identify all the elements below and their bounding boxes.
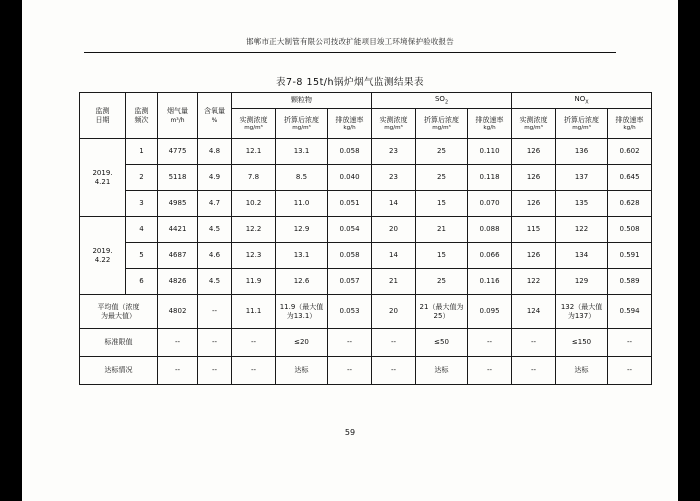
table-header-group-row: [80, 93, 652, 109]
cell-pm-measured: 12.2: [232, 217, 276, 243]
document-page: [22, 0, 678, 501]
cell-oxygen: --: [198, 329, 232, 357]
cell-flow: --: [158, 357, 198, 385]
cell-so2-converted: ≤50: [416, 329, 468, 357]
cell-nox-rate: 0.645: [608, 165, 652, 191]
table-row: [80, 165, 652, 191]
header-nox-rate: 排放速率 kg/h: [608, 109, 652, 139]
cell-average-label: 平均值（浓度 为最大值）: [80, 295, 158, 329]
cell-so2-converted: 15: [416, 243, 468, 269]
cell-pm-measured: 12.1: [232, 139, 276, 165]
cell-nox-measured: 124: [512, 295, 556, 329]
page-number: 59: [344, 428, 356, 437]
cell-so2-converted: 25: [416, 165, 468, 191]
cell-pm-measured: 11.1: [232, 295, 276, 329]
cell-nox-measured: 122: [512, 269, 556, 295]
cell-flow: 4826: [158, 269, 198, 295]
header-nox-measured: 实测浓度 mg/m³: [512, 109, 556, 139]
cell-nox-converted: 129: [556, 269, 608, 295]
table-row: [80, 243, 652, 269]
cell-pm-rate: 0.058: [328, 139, 372, 165]
cell-frequency: 1: [126, 139, 158, 165]
cell-pm-rate: 0.058: [328, 243, 372, 269]
cell-so2-rate: 0.088: [468, 217, 512, 243]
cell-nox-converted: 134: [556, 243, 608, 269]
cell-pm-rate: --: [328, 329, 372, 357]
table-row: [80, 139, 652, 165]
page-header: 邯郸市正大制管有限公司技改扩能项目竣工环境保护验收报告: [246, 37, 454, 46]
cell-so2-measured: --: [372, 357, 416, 385]
cell-pm-converted: 12.6: [276, 269, 328, 295]
cell-so2-rate: 0.066: [468, 243, 512, 269]
cell-pm-measured: --: [232, 357, 276, 385]
cell-so2-rate: 0.116: [468, 269, 512, 295]
table-row-average: [80, 295, 652, 329]
header-nox-converted: 折算后浓度 mg/m³: [556, 109, 608, 139]
cell-date: 2019. 4.21: [80, 139, 126, 217]
cell-so2-measured: --: [372, 329, 416, 357]
table-row: [80, 217, 652, 243]
cell-pm-measured: 12.3: [232, 243, 276, 269]
cell-flow: 4802: [158, 295, 198, 329]
header-flow: 烟气量 m³/h: [158, 93, 198, 139]
cell-so2-converted: 25: [416, 139, 468, 165]
table-row: [80, 269, 652, 295]
cell-so2-measured: 14: [372, 243, 416, 269]
cell-pm-rate: 0.057: [328, 269, 372, 295]
cell-pm-rate: 0.053: [328, 295, 372, 329]
cell-so2-measured: 23: [372, 139, 416, 165]
cell-nox-converted: 137: [556, 165, 608, 191]
cell-pm-converted: 11.0: [276, 191, 328, 217]
cell-flow: 4687: [158, 243, 198, 269]
cell-pm-rate: 0.051: [328, 191, 372, 217]
cell-pm-converted: 13.1: [276, 139, 328, 165]
cell-so2-converted: 21: [416, 217, 468, 243]
header-pm-measured: 实测浓度 mg/m³: [232, 109, 276, 139]
cell-oxygen: 4.5: [198, 269, 232, 295]
cell-flow: 4421: [158, 217, 198, 243]
cell-nox-rate: 0.602: [608, 139, 652, 165]
cell-nox-converted: 136: [556, 139, 608, 165]
header-so2-measured: 实测浓度 mg/m³: [372, 109, 416, 139]
cell-nox-converted: ≤150: [556, 329, 608, 357]
cell-frequency: 4: [126, 217, 158, 243]
cell-pm-converted: 8.5: [276, 165, 328, 191]
table-row: [80, 191, 652, 217]
cell-so2-rate: 0.118: [468, 165, 512, 191]
table-title: 表7-8 15t/h锅炉烟气监测结果表: [275, 77, 425, 88]
cell-flow: 4985: [158, 191, 198, 217]
cell-pm-converted: 13.1: [276, 243, 328, 269]
cell-nox-measured: --: [512, 329, 556, 357]
cell-pm-rate: 0.054: [328, 217, 372, 243]
cell-oxygen: 4.7: [198, 191, 232, 217]
header-divider: [84, 52, 616, 53]
table-row-standard: [80, 329, 652, 357]
cell-nox-measured: 126: [512, 243, 556, 269]
header-pm-converted: 折算后浓度 mg/m³: [276, 109, 328, 139]
cell-so2-rate: 0.095: [468, 295, 512, 329]
cell-pm-converted: 11.9（最大值 为13.1）: [276, 295, 328, 329]
table-row-compliance: [80, 357, 652, 385]
cell-oxygen: 4.9: [198, 165, 232, 191]
cell-nox-measured: --: [512, 357, 556, 385]
header-oxygen: 含氧量 %: [198, 93, 232, 139]
cell-nox-rate: 0.591: [608, 243, 652, 269]
cell-nox-rate: --: [608, 329, 652, 357]
cell-so2-rate: 0.070: [468, 191, 512, 217]
cell-nox-rate: 0.594: [608, 295, 652, 329]
cell-pm-rate: 0.040: [328, 165, 372, 191]
cell-flow: 5118: [158, 165, 198, 191]
cell-so2-measured: 21: [372, 269, 416, 295]
cell-so2-converted: 达标: [416, 357, 468, 385]
cell-nox-measured: 126: [512, 191, 556, 217]
cell-so2-measured: 14: [372, 191, 416, 217]
cell-pm-measured: --: [232, 329, 276, 357]
cell-so2-rate: --: [468, 329, 512, 357]
cell-pm-measured: 11.9: [232, 269, 276, 295]
cell-nox-converted: 135: [556, 191, 608, 217]
cell-pm-converted: ≤20: [276, 329, 328, 357]
cell-frequency: 6: [126, 269, 158, 295]
cell-compliance-label: 达标情况: [80, 357, 158, 385]
cell-nox-measured: 126: [512, 139, 556, 165]
cell-so2-converted: 25: [416, 269, 468, 295]
cell-standard-label: 标准限值: [80, 329, 158, 357]
header-date: 监测 日期: [80, 93, 126, 139]
header-nox: $NO_X$: [512, 93, 652, 109]
cell-flow: --: [158, 329, 198, 357]
cell-nox-converted: 122: [556, 217, 608, 243]
cell-pm-rate: --: [328, 357, 372, 385]
cell-pm-converted: 12.9: [276, 217, 328, 243]
cell-frequency: 2: [126, 165, 158, 191]
cell-nox-rate: 0.628: [608, 191, 652, 217]
cell-flow: 4775: [158, 139, 198, 165]
cell-so2-measured: 20: [372, 217, 416, 243]
cell-nox-measured: 126: [512, 165, 556, 191]
cell-oxygen: --: [198, 295, 232, 329]
monitoring-results-table: [79, 92, 652, 385]
header-so2: $SO_2$: [372, 93, 512, 109]
cell-pm-converted: 达标: [276, 357, 328, 385]
cell-oxygen: 4.8: [198, 139, 232, 165]
header-pm-rate: 排放速率 kg/h: [328, 109, 372, 139]
cell-pm-measured: 10.2: [232, 191, 276, 217]
header-so2-rate: 排放速率 kg/h: [468, 109, 512, 139]
cell-oxygen: --: [198, 357, 232, 385]
cell-so2-converted: 21（最大值为 25）: [416, 295, 468, 329]
cell-so2-converted: 15: [416, 191, 468, 217]
cell-date: 2019. 4.22: [80, 217, 126, 295]
cell-nox-measured: 115: [512, 217, 556, 243]
cell-frequency: 5: [126, 243, 158, 269]
cell-nox-converted: 132（最大值 为137）: [556, 295, 608, 329]
cell-nox-rate: 0.508: [608, 217, 652, 243]
cell-nox-converted: 达标: [556, 357, 608, 385]
cell-frequency: 3: [126, 191, 158, 217]
header-so2-converted: 折算后浓度 mg/m³: [416, 109, 468, 139]
cell-pm-measured: 7.8: [232, 165, 276, 191]
cell-nox-rate: 0.589: [608, 269, 652, 295]
cell-oxygen: 4.5: [198, 217, 232, 243]
cell-so2-measured: 23: [372, 165, 416, 191]
cell-so2-rate: --: [468, 357, 512, 385]
cell-so2-measured: 20: [372, 295, 416, 329]
cell-oxygen: 4.6: [198, 243, 232, 269]
header-particulate: 颗粒物: [232, 93, 372, 109]
header-frequency: 监测 频次: [126, 93, 158, 139]
cell-nox-rate: --: [608, 357, 652, 385]
cell-so2-rate: 0.110: [468, 139, 512, 165]
